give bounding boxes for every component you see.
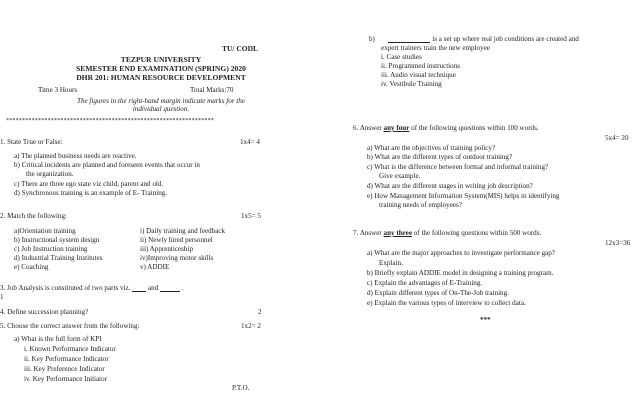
q7-title-post: of the following questions within 500 words. — [411, 229, 542, 237]
q6-item: b) What are the different types of outdoor training? — [367, 153, 513, 161]
q6-title-post: of the following questions within 100 words. — [409, 124, 539, 132]
q7-item: Explain. — [379, 259, 403, 267]
q5b-text-2: expert trainers train the new employee — [381, 44, 490, 52]
q5-option: iv. Key Performance Initiator — [24, 375, 108, 383]
q5-option: ii. Key Performance Indicator — [24, 355, 109, 363]
q3-and: and — [148, 284, 159, 292]
q1-title: 1. State True or False: — [0, 138, 63, 146]
q3-prefix: 3. Job Analysis is constituted of two parts viz. — [0, 284, 131, 292]
q5-title: 5. Choose the correct answer from the following: — [0, 322, 140, 330]
q5b-option: iv. Vestibule Training — [381, 80, 442, 88]
q2-right-item: ii) Newly hired personnel — [140, 236, 213, 244]
q3-line — [0, 284, 184, 292]
q6-item: c) What is the difference between formal and informal training? — [367, 163, 549, 171]
q2-marks: 1x5= 5 — [241, 212, 261, 220]
q7-item: b) Briefly explain ADDIE model in designing a training program. — [367, 269, 554, 277]
instruction-line-2: individual question. — [132, 105, 190, 113]
q3-end: . — [181, 284, 184, 292]
q4-marks: 2 — [258, 308, 262, 316]
q6-item: a) What are the objectives of training policy? — [367, 144, 496, 152]
q3-blank-1 — [132, 285, 146, 292]
q2-title: 2. Match the following: — [0, 212, 67, 220]
q2-right-item: iv)Improving motor skills — [140, 254, 214, 262]
q2-left-item: d) Industrial Training Institutes — [14, 254, 103, 262]
q5-option: i. Known Performance Indicator — [24, 345, 116, 353]
q2-left-item: b) Instructional system design — [14, 236, 100, 244]
q6-marks: 5x4= 20 — [605, 134, 629, 142]
q7-title — [353, 229, 541, 237]
q2-left-item: a)Orientation training — [14, 227, 76, 235]
total-marks: Total Marks:70 — [190, 86, 234, 94]
q5b-line-1 — [369, 35, 579, 43]
q5b-blank — [388, 36, 430, 43]
q7-title-emph: any three — [383, 229, 412, 237]
q1-item-a: a) The planned business needs are reactive. — [14, 152, 137, 160]
q6-item: e) How Management Information System(MIS) helps in identifying — [367, 192, 560, 200]
q5b-option: i. Case studies — [381, 53, 422, 61]
q2-right-item: iii) Apprenticeship — [140, 245, 193, 253]
q7-item: e) Explain the various types of interview to collect data. — [367, 299, 526, 307]
q7-title-pre: 7. Answer — [353, 229, 384, 237]
exam-time: Time 3 Hours — [38, 86, 78, 94]
q5-option: iii. Key Preference Indicator — [24, 365, 105, 373]
q7-marks: 12x3=36 — [605, 239, 631, 247]
q6-title-emph: any four — [383, 124, 410, 132]
q7-item: a) What are the major approaches to investigate performance gap? — [367, 249, 555, 257]
q1-item-c: c) There are three ego state viz child, parent and old. — [14, 180, 164, 188]
pto-label: P.T.O. — [232, 384, 250, 392]
q7-item: c) Explain the advantages of E-Training. — [367, 279, 483, 287]
q5b-option: iii. Audio visual technique — [381, 71, 456, 79]
instruction-line-1: The figures in the right-hand margin indicate marks for the — [77, 97, 245, 105]
q5b-option: ii. Programmed instructions — [381, 62, 461, 70]
q6-item: Give example. — [379, 172, 421, 180]
exam-title: SEMESTER END EXAMINATION (SPRING) 2020 — [76, 64, 246, 73]
course-title: DHR 201: HUMAN RESOURCE DEVELOPMENT — [76, 73, 246, 82]
q6-item: d) What are the different stages in writing job description? — [367, 182, 533, 190]
q2-left-item: c) Job Instruction training — [14, 245, 88, 253]
q3-blank-2 — [160, 285, 180, 292]
q2-right-item: v) ADDIE — [140, 263, 170, 271]
q1-item-b: b) Critical incidents are planned and foreseen events that occur in — [14, 161, 200, 169]
university-name: TEZPUR UNIVERSITY — [120, 55, 202, 64]
q3-mark: 1 — [0, 293, 4, 301]
q2-right-item: i) Daily training and feedback — [140, 227, 226, 235]
q6-title — [353, 124, 539, 132]
q5b-text-1: is a set up where real job conditions are created and — [432, 35, 579, 43]
q6-title-pre: 6. Answer — [353, 124, 384, 132]
q5b-label: b) — [369, 35, 375, 43]
course-code: TU/ CODL — [222, 44, 259, 53]
q7-item: d) Explain different types of On-The-Job training. — [367, 289, 509, 297]
q2-left-item: e) Coaching — [14, 263, 49, 271]
separator-stars: ***************************************************************** — [6, 118, 214, 124]
q5-sub-a: a) What is the full form of KPI — [14, 335, 102, 343]
q4-text: 4. Define succession planning? — [0, 308, 89, 316]
q5-marks: 1x2= 2 — [241, 322, 261, 330]
q1-item-b-cont: the organization. — [26, 170, 74, 178]
q1-item-d: d) Synchronous training is an example of E- Training. — [14, 189, 168, 197]
q6-item: training needs of employees? — [379, 201, 462, 209]
end-mark: *** — [480, 316, 491, 324]
q1-marks: 1x4= 4 — [240, 138, 260, 146]
